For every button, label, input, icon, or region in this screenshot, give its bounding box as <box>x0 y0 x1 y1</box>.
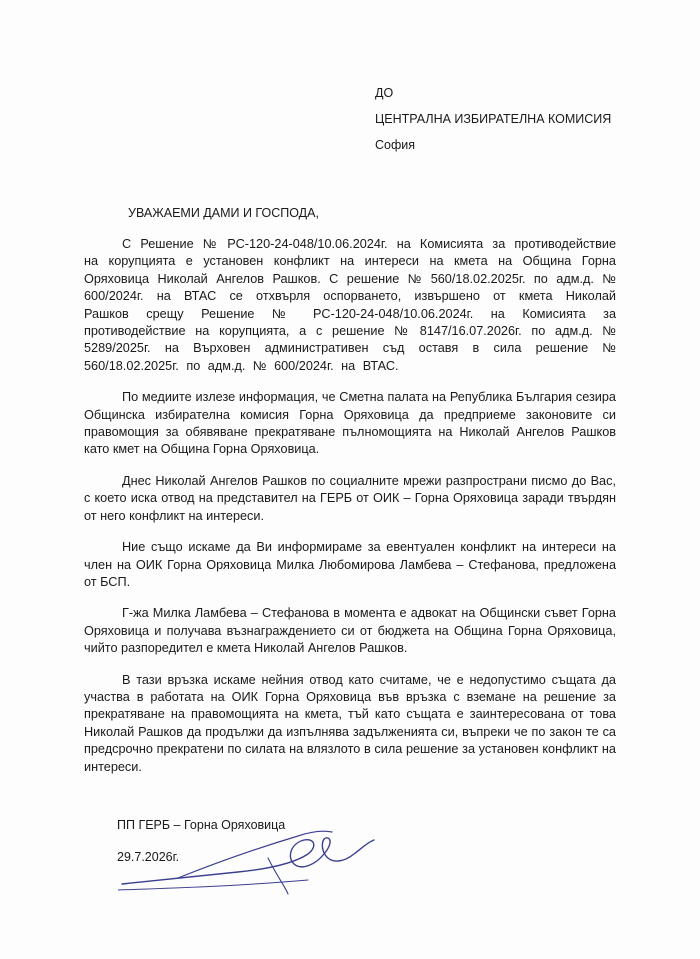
handwritten-signature <box>118 818 378 898</box>
paragraph-conflict-notice: Ние също искаме да Ви информираме за евентуален конфликт на интереси на член на ОИК Горна Оряховица Милка Любомирова Ламбева – Стефанова, предложена от БСП. <box>84 540 616 589</box>
paragraph-lawyer-info: Г-жа Милка Ламбева – Стефанова в момента е адвокат на Общински съвет Горна Оряховица и получава възнаграждението си от бюджета на Община Горна Оряховица, чийто разпоредител е кмета Николай Ангелов Рашков. <box>84 606 616 656</box>
addressee-institution: ЦЕНТРАЛНА ИЗБИРАТЕЛНА КОМИСИЯ <box>375 112 612 126</box>
letter-body <box>84 236 616 790</box>
paragraph-social-media-letter: Днес Николай Ангелов Рашков по социалните мрежи разпространи писмо до Вас, с което иска отвод на представител на ГЕРБ от ОИК – Горна Оряховица заради твърдян от него конфликт на интереси. <box>84 473 616 523</box>
sender-name: ПП ГЕРБ – Горна Оряховица <box>117 818 286 832</box>
paragraph-recusal-request: В тази връзка искаме нейния отвод като считаме, че е недопустимо същата да участва в работата на ОИК Горна Оряховица във връзка с вземане на решение за прекратяване на правомощията на кмета, тъй като същата е заинтересована от това Николай Рашков да продължи да изпълнява задълженията си, въпреки че по закон те са предсрочно прекратени по силата на влязлото в сила решение за установен конфликт на интереси. <box>84 672 616 774</box>
addressee-to: ДО <box>375 86 394 100</box>
salutation: УВАЖАЕМИ ДАМИ И ГОСПОДА, <box>128 206 319 220</box>
addressee-city: София <box>375 138 416 152</box>
paragraph-media-info: По медиите излезе информация, че Сметна палата на Република България сезира Общинска избирателна комисия Горна Оряховица да предприеме законовите си правомощия за обявяване прекратяване пълномощията на Николай Ангелов Рашков като кмет на Община Горна Оряховица. <box>84 390 616 457</box>
paragraph-decision: С Решение № РС-120-24-048/10.06.2024г. на Комисията за противодействие на корупцията е установен конфликт на интереси на кмета на Община Горна Оряховица Николай Ангелов Рашков. С решение № 560/18.02.2025г. по адм.д. № 600/2024г. на ВТАС се отхвърля оспорването, извършено от кмета Николай Рашков срещу Решение № РС-120-24-048/10.06.2024г. на Комисията за противодействие на корупцията, а с решение № 8147/16.07.2026г. по адм.д. № 5289/2025г. на Върховен административен съд оставя в сила решение № 560/18.02.2025г. по адм.д. № 600/2024г. на ВТАС. <box>84 237 616 373</box>
addressee-block <box>375 80 611 158</box>
letter-date: 29.7.2026г. <box>117 850 180 864</box>
